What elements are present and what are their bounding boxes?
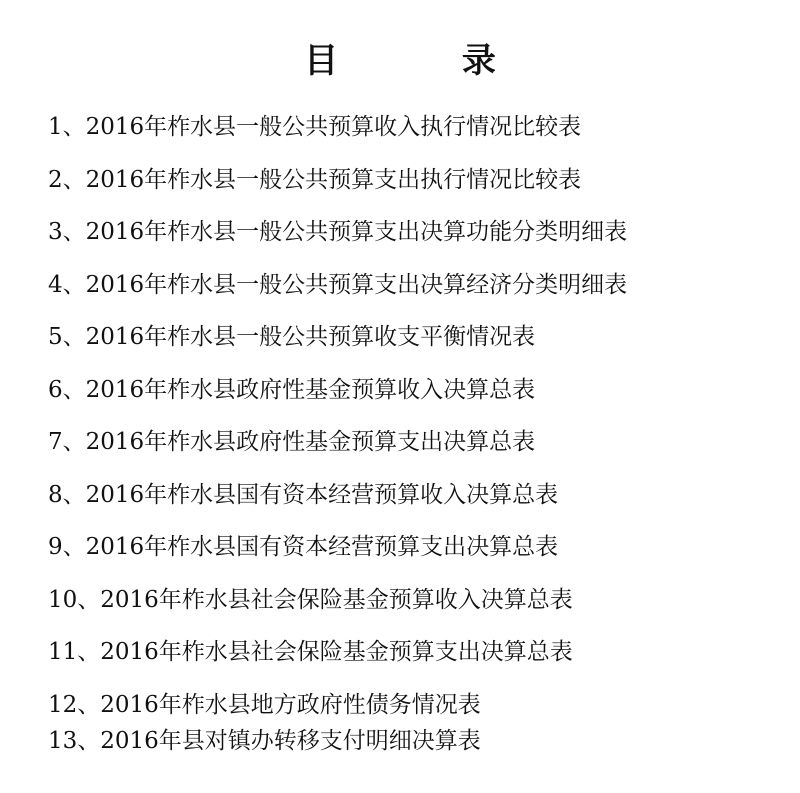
toc-entry: 8、2016年柞水县国有资本经营预算收入决算总表 [48,481,559,508]
toc-entry: 9、2016年柞水县国有资本经营预算支出决算总表 [48,534,559,560]
page-title: 目 录 [304,40,552,81]
toc-entry: 6、2016年柞水县政府性基金预算收入决算总表 [48,376,536,403]
toc-entry: 13、2016年县对镇办转移支付明细决算表 [48,727,481,754]
toc-entry: 10、2016年柞水县社会保险基金预算收入决算总表 [48,586,573,613]
toc-entry: 3、2016年柞水县一般公共预算支出决算功能分类明细表 [48,219,628,245]
table-of-contents [48,112,627,778]
toc-entry: 2、2016年柞水县一般公共预算支出执行情况比较表 [48,166,582,193]
toc-entry: 12、2016年柞水县地方政府性债务情况表 [48,691,481,718]
toc-entry: 11、2016年柞水县社会保险基金预算支出决算总表 [48,639,573,665]
toc-entry: 7、2016年柞水县政府性基金预算支出决算总表 [48,429,536,455]
toc-entry: 5、2016年柞水县一般公共预算收支平衡情况表 [48,324,536,350]
toc-entry: 1、2016年柞水县一般公共预算收入执行情况比较表 [48,114,582,140]
toc-entry: 4、2016年柞水县一般公共预算支出决算经济分类明细表 [48,271,628,298]
